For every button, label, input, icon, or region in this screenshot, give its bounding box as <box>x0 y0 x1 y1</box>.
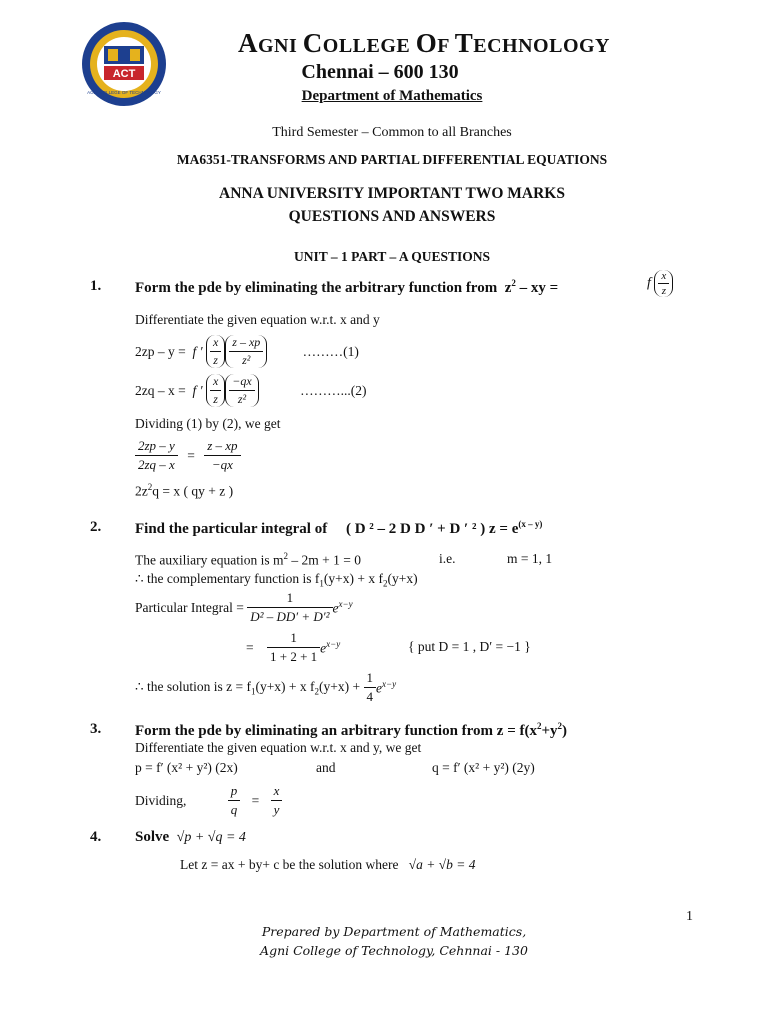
unit-heading: UNIT – 1 PART – A QUESTIONS <box>293 249 491 264</box>
semester-line: Third Semester – Common to all Branches <box>272 125 512 140</box>
q2-particular-integral: Particular Integral = $\frac{1}{\text{D² – DD′ + D′²}}$ $e^{x-y}$ <box>135 590 353 624</box>
question-3-number: 3. <box>90 721 102 737</box>
q4-solution-line: Let z = ax + by+ c be the solution where √a + √b = 4 <box>180 857 476 872</box>
question-1-text: Form the pde by eliminating the arbitrary function from $z^2$ – xy = <box>135 278 559 296</box>
logo-text: ACT <box>112 68 136 80</box>
q3-and: and <box>316 760 336 775</box>
question-4-number: 4. <box>90 829 102 845</box>
q1-final-answer: $2z^2q = x$ ( qy + z ) <box>135 482 234 499</box>
doc-title-line1: ANNA UNIVERSITY IMPORTANT TWO MARKS <box>219 185 565 202</box>
q2-auxiliary-equation: The auxiliary equation is $m^2 - 2m + 1 = 0$ <box>135 551 361 568</box>
page-number: 1 <box>686 909 693 924</box>
course-title: MA6351-TRANSFORMS AND PARTIAL DIFFERENTIAL EQUATIONS <box>176 152 608 167</box>
q2-roots: m = 1, 1 <box>507 551 553 566</box>
q1-step-differentiate: Differentiate the given equation w.r.t. x and y <box>135 312 380 327</box>
college-name: AGNI COLLEGE OF TECHNOLOGY <box>237 28 611 58</box>
q1-step-divide: Dividing (1) by (2), we get <box>135 416 281 431</box>
q2-complementary-function: ∴ the complementary function is $f_1(y+x) + x$ $f_2(y+x)$ <box>135 571 418 589</box>
question-4-text: Solve √p + √q = 4 <box>135 829 246 845</box>
question-2-number: 2. <box>90 519 102 535</box>
q1-division-result: $\frac{2zp - y}{2zq - x}$ = $\frac{z - xp}{-qx}$ <box>135 438 241 473</box>
question-3-text: Form the pde by eliminating an arbitrary function from $z = f(x^2+y^2)$ <box>135 721 568 739</box>
q2-pi-evaluated: = $\frac{1}{1 + 2 + 1}$ $e^{x-y}$ <box>246 630 341 664</box>
question-2-text: Find the particular integral of ( D ² – 2 D D ′ + D ′ ² ) $z = e^{(x - y)}$ <box>135 519 543 537</box>
q3-dividing: Dividing, $\frac{p}{q}$ = $\frac{x}{y}$ <box>135 783 282 818</box>
q3-q-equation: q = f′ (x² + y²) (2y) <box>432 760 535 775</box>
q3-p-equation: p = f′ (x² + y²) (2x) <box>135 760 238 775</box>
question-1-number: 1. <box>90 278 102 294</box>
footer-line-2: Agni College of Technology, Cehnnai - 130 <box>260 943 528 958</box>
q2-ie-label: i.e. <box>439 551 456 566</box>
college-city: Chennai – 600 130 <box>301 61 459 83</box>
q3-step-differentiate: Differentiate the given equation w.r.t. x and y, we get <box>135 740 422 755</box>
q2-solution: ∴ the solution is $z = f_1(y+x) + x$ $f_2(y+x)$ + $\frac{1}{4}$ $e^{x-y}$ <box>135 670 397 704</box>
q1-equation-1: 2zp – y = f ′ $\frac{x}{z}$ $\frac{z - xp}{\text{z²}}$ ………(1) <box>135 335 359 367</box>
logo-ring-text: AGNI COLLEGE OF TECHNOLOGY <box>87 90 161 95</box>
q2-substitution-note: { put D = 1 , D′ = −1 } <box>408 639 531 654</box>
q1-equation-2: 2zq – x = f ′ $\frac{x}{z}$ $\frac{-qx}{\text{z²}}$ ………...(2) <box>135 374 367 406</box>
department-title: Department of Mathematics <box>301 88 483 104</box>
doc-title-line2: QUESTIONS AND ANSWERS <box>288 208 496 225</box>
question-1-function: f $\frac{x}{z}$ <box>647 270 673 297</box>
footer-line-1: Prepared by Department of Mathematics, <box>261 924 527 939</box>
